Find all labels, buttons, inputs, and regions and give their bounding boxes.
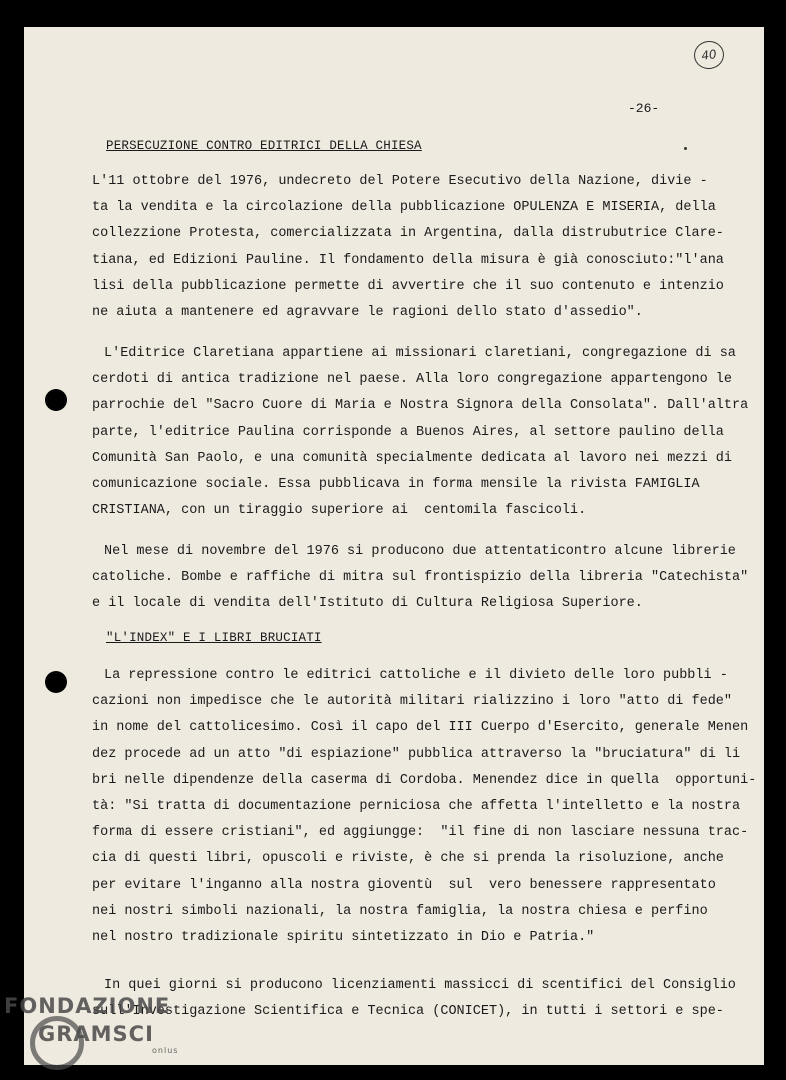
paragraph-decree [92,169,732,326]
text-line: Comunità San Paolo, e una comunità specialmente dedicata al lavoro nei mezzi di [92,450,733,466]
text-line: In quei giorni si producono licenziamenti massicci di scentifici del Consiglio [104,978,736,993]
section-heading-index: "L'INDEX" E I LIBRI BRUCIATI [106,631,322,645]
text-line: ta la vendita e la circolazione della pubblicazione OPULENZA E MISERIA, della [92,200,716,216]
text-line: in nome del cattolicesimo. Così il capo del III Cuerpo d'Esercito, generale Menen [92,720,749,736]
paragraph-claretiana [92,341,749,524]
paragraph-repression [92,663,757,951]
watermark [4,994,179,1055]
text-line: nei nostri simboli nazionali, la nostra famiglia, la nostra chiesa e perfino [92,903,708,919]
text-line: tà: "Si tratta di documentazione perniciosa che affetta l'intelletto e la nostra [92,799,741,815]
text-line: Nel mese di novembre del 1976 si producono due attentaticontro alcune librerie [104,544,736,559]
text-line: sull'Investigazione Scientifica e Tecnica (CONICET), in tutti i settori e spe- [92,1004,724,1020]
text-line: bri nelle dipendenze della caserma di Cordoba. Menendez dice in quella opportuni- [92,772,757,788]
ink-speck [684,147,687,150]
text-line: parte, l'editrice Paulina corrisponde a Buenos Aires, al settore paulino della [92,424,724,440]
text-line: L'Editrice Claretiana appartiene ai missionari claretiani, congregazione di sa [104,346,736,361]
watermark-line3: onlus [152,1046,179,1055]
text-line: cazioni non impedisce che le autorità militari rializzino i loro "atto di fede" [92,694,733,710]
text-line: collezzione Protesta, comercializzata in Argentina, dalla distrubutrice Clare- [92,226,724,242]
text-line: CRISTIANA, con un tiraggio superiore ai centomila fascicoli. [92,503,587,519]
page-stamp: 40 [692,39,726,71]
text-line: ne aiuta a mantenere ed agravvare le ragioni dello stato d'assedio". [92,305,643,321]
text-line: nel nostro tradizionale spiritu sintetizzato in Dio e Patria." [92,930,595,946]
section-heading-persecution: PERSECUZIONE CONTRO EDITRICI DELLA CHIESA [106,139,422,153]
punch-hole-top [45,389,67,411]
text-line: L'11 ottobre del 1976, undecreto del Potere Esecutivo della Nazione, divie - [92,174,708,189]
page-number: -26- [628,101,660,116]
text-line: cia di questi libri, opuscoli e riviste, è che si prenda la risoluzione, anche [92,851,724,867]
text-line: e il locale di vendita dell'Istituto di Cultura Religiosa Superiore. [92,596,643,612]
punch-hole-bottom [45,671,67,693]
text-line: dez procede ad un atto "di espiazione" pubblica attraverso la "bruciatura" di li [92,746,741,762]
watermark-line2: GRAMSCI [38,1022,154,1046]
text-line: tiana, ed Edizioni Pauline. Il fondamento della misura è già conosciuto:"l'ana [92,252,724,268]
text-line: parrochie del "Sacro Cuore di Maria e Nostra Signora della Consolata". Dall'altra [92,398,749,414]
text-line: forma di essere cristiani", ed aggiungge: "il fine di non lasciare nessuna trac- [92,825,749,841]
text-line: per evitare l'inganno alla nostra gioventù sul vero benessere rappresentato [92,877,716,893]
text-line: La repressione contro le editrici cattoliche e il divieto delle loro pubbli - [104,668,728,683]
paragraph-bombings [92,539,749,618]
watermark-line1: FONDAZIONE [4,994,171,1018]
text-line: lisi della pubblicazione permette di avvertire che il suo contenuto e intenzio [92,278,724,294]
document-page [24,27,764,1065]
text-line: cerdoti di antica tradizione nel paese. Alla loro congregazione appartengono le [92,372,733,388]
paragraph-conicet [92,973,736,1025]
text-line: catoliche. Bombe e raffiche di mitra sul frontispizio della libreria "Catechista" [92,570,749,586]
text-line: comunicazione sociale. Essa pubblicava in forma mensile la rivista FAMIGLIA [92,477,700,493]
